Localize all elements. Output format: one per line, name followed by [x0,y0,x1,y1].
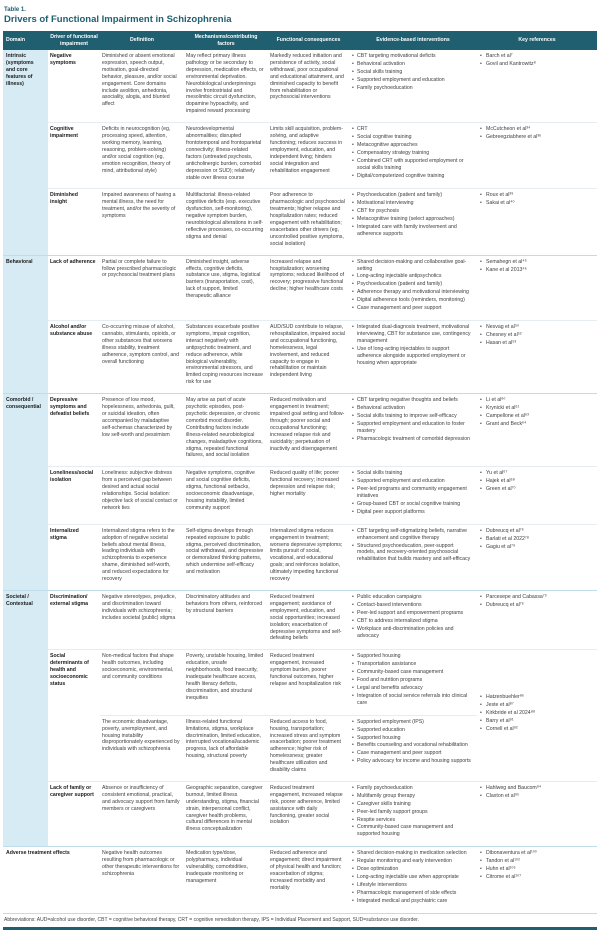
mechanisms-cell: Medication type/dose, polypharmacy, individual vulnerability, comorbidities, inadequate monitoring or management [184,847,268,913]
interventions-cell [349,255,477,320]
intervention-item: • Digital adherence tools (reminders, monitoring) [351,297,473,304]
interventions-cell [349,321,477,394]
references-cell [477,591,597,650]
definition-cell: Partial or complete failure to follow prescribed pharmacologic or psychosocial treatment plans [100,255,184,320]
intervention-item: • Integration of social service referrals into clinical care [351,693,473,707]
intervention-item: • Metacognitive approaches [351,142,473,149]
consequences-cell: Reduced treatment engagement; avoidance of employment, education, and social opportunities; increased isolation; exacerbation of depressive symptoms and self-defeating beliefs [268,591,349,650]
drivers-table [3,31,597,913]
table-row [3,650,597,715]
reference-item: • Dubreucq et al⁷⁶ [479,602,593,609]
intervention-item: • Adherence therapy and motivational interviewing [351,289,473,296]
references-cell [477,394,597,467]
domain-cell: Behavioral [3,255,48,394]
reference-item: • Dubreucq et al⁷⁶ [479,528,593,535]
intervention-item: • Food and nutrition programs [351,677,473,684]
intervention-item: • Supported employment and education [351,478,473,485]
mechanisms-cell: Diminished insight, adverse effects, cognitive deficits, substance use, stigma, logistical barriers (transportation, cost), lack of support, limited therapeutic alliance [184,255,268,320]
driver-cell: Lack of adherence [48,255,100,320]
consequences-cell: Reduced access to food, housing, transportation; increased stress and symptom exacerbation; poorer treatment adherence; higher risk of homelessness; greater healthcare utilization and disability claims [268,715,349,781]
references-list [479,785,593,800]
references-list [479,528,593,551]
intervention-item: • Integrated care with family involvement and adherence supports [351,224,473,238]
reference-item: • Hatzenbuehler⁸⁶ [479,694,593,701]
reference-item: • Green et al⁷⁰ [479,486,593,493]
intervention-item: • Supported housing [351,735,473,742]
driver-cell: Loneliness/social isolation [48,467,100,524]
reference-item: • Hajek et al⁶⁸ [479,478,593,485]
driver-cell: Social determinants of health and socioeconomic status [48,650,100,782]
intervention-item: • Long-acting injectable use when appropriate [351,874,473,881]
interventions-list [351,653,473,706]
intervention-item: • CBT targeting motivational deficits [351,53,473,60]
definition-cell: Internalized stigma refers to the adoption of negative societal beliefs about mental illness, leading individuals with schizophrenia to experience shame, diminished self-worth, and reduced expectations for recovery [100,524,184,590]
reference-item: • Krynicki et al⁶¹ [479,405,593,412]
mechanisms-cell: Poverty, unstable housing, limited education, unsafe neighborhoods, food insecurity, inadequate healthcare access, health literacy deficits, discrimination, and structural inequities [184,650,268,715]
intervention-item: • CBT to address internalized stigma [351,618,473,625]
intervention-item: • Integrated dual-diagnosis treatment, motivational interviewing, CBT for substance use, contingency management [351,324,473,345]
mechanisms-cell: Neurodevelopmental abnormalities; disrupted frontotemporal and frontoparietal connectivity; illness-related factors (untreated psychosis, anticholinergic burden, comorbid depression or SUD); relatively stable over illness course [184,123,268,189]
intervention-item: • Community-based case management and supported housing [351,824,473,838]
intervention-item: • Caregiver skills training [351,801,473,808]
reference-item: • Hahlweg and Baucom⁹⁴ [479,785,593,792]
intervention-item: • Case management and peer support [351,750,473,757]
references-list [479,126,593,141]
domain-cell: Adverse treatment effects [3,847,100,913]
references-cell [477,189,597,255]
intervention-item: • Benefits counseling and vocational rehabilitation [351,742,473,749]
intervention-item: • Lifestyle interventions [351,882,473,889]
table-bottom-divider [3,913,597,914]
mechanisms-cell: Negative symptoms, cognitive and social cognitive deficits, stigma, functional setbacks, socioeconomic disadvantage, housing instability, limited community support [184,467,268,524]
intervention-item: • CRT [351,126,473,133]
definition-cell: Loneliness: subjective distress from a perceived gap between desired and actual social relationships. Social isolation: objective lack of social contact or network ties [100,467,184,524]
reference-item: • Parcesepe and Cabassa⁷³ [479,594,593,601]
intervention-item: • Shared decision-making in medication selection [351,850,473,857]
intervention-item: • CBT targeting negative thoughts and beliefs [351,397,473,404]
table-row [3,321,597,394]
references-list [479,397,593,428]
intervention-item: • Community-based case management [351,669,473,676]
intervention-item: • Case management and peer support [351,305,473,312]
intervention-item: • Behavioral activation [351,61,473,68]
reference-item: • Nesvag et al⁵⁰ [479,324,593,331]
abbreviations-note: Abbreviations: AUD=alcohol use disorder, CBT = cognitive behavioral therapy, CRT = cognitive remediation therapy, IPS = Individual Placement and Support, SUD=substance use disorder. [4,916,419,923]
column-header-mechanisms: Mechanisms/contributing factors [184,31,268,50]
intervention-item: • Dose optimization [351,866,473,873]
references-cell [477,255,597,320]
table-row [3,847,597,913]
header-row [3,31,597,50]
intervention-item: • Policy advocacy for income and housing supports [351,758,473,765]
reference-item: • Campellone et al⁶³ [479,413,593,420]
intervention-item: • Peer-led programs and community engagement initiatives [351,486,473,500]
table-row [3,781,597,846]
mechanisms-cell: Multifactorial: illness-related cognitive deficits (esp. executive dysfunction, self-monitoring), negative symptom burden, neurobiological alterations in self-reflective processes, co-occurring stigma and denial [184,189,268,255]
references-cell [477,50,597,123]
interventions-list [351,528,473,564]
driver-cell: Depressive symptoms and defeatist beliefs [48,394,100,467]
table-label: Table 1. [4,7,26,13]
reference-item: • Cornell et al⁹² [479,726,593,733]
table-row [3,467,597,524]
definition-cell: Negative stereotypes, prejudice, and discrimination toward individuals with schizophrenia; includes societal (public) stigma [100,591,184,650]
intervention-item: • Digital peer support platforms [351,509,473,516]
intervention-item: • Shared decision-making and collaborative goal-setting [351,259,473,273]
mechanisms-cell: Self-stigma develops through repeated exposure to public stigma, perceived discrimination, social withdrawal, and depressive or demoralized thinking patterns, which undermine self-efficacy and motivation [184,524,268,590]
domain-cell: Societal / Contextual [3,591,48,847]
intervention-item: • Contact-based interventions [351,602,473,609]
reference-item: • Citrome et al¹⁰⁷ [479,874,593,881]
column-header-interventions: Evidence-based interventions [349,31,477,50]
references-cell [477,467,597,524]
reference-item: • Kane et al 2013⁴⁶ [479,267,593,274]
definition-cell: Co-occurring misuse of alcohol, cannabis, stimulants, opioids, or other substances that worsens illness stability, treatment adherence, symptom control, and overall functioning [100,321,184,394]
interventions-cell [349,467,477,524]
intervention-item: • Workplace anti-discrimination policies and advocacy [351,626,473,640]
intervention-item: • Supported employment and education to foster mastery [351,421,473,435]
mechanisms-cell: Geographic separation, caregiver burnout, limited illness understanding, stigma, financial strain, interpersonal conflict, caregiver health problems, cultural differences in mental illness conceptualization [184,781,268,846]
reference-item: • Dibonaventura et al¹⁰⁰ [479,850,593,857]
interventions-cell [349,715,477,781]
references-cell [477,321,597,394]
interventions-cell [349,524,477,590]
references-list [479,53,593,68]
intervention-item: • Social skills training to improve self-efficacy [351,413,473,420]
references-cell [477,123,597,189]
interventions-cell [349,394,477,467]
consequences-cell: Reduced motivation and engagement in treatment; impaired goal setting and follow-through; poorer social and occupational functioning; increased relapse risk and suicidality; perpetuation of inactivity and disengagement [268,394,349,467]
mechanisms-cell: May arise as part of acute psychotic episodes, post-psychotic depression, or chronic comorbid mood disorder. Contributing factors include illness-related neurobiological changes, maladaptive cognitions, stigma, repeated functional failures, and social isolation [184,394,268,467]
intervention-item: • Social skills training [351,470,473,477]
interventions-list [351,259,473,312]
driver-cell: Alcohol and/or substance abuse [48,321,100,394]
consequences-cell: Reduced quality of life; poorer functional recovery; increased depression and relapse risk; higher mortality [268,467,349,524]
intervention-item: • Metacognitive training (select approaches) [351,216,473,223]
domain-cell: Comorbid / consequential [3,394,48,591]
interventions-cell [349,591,477,650]
intervention-item: • Psychoeducation (patient and family) [351,281,473,288]
driver-cell: Cognitive impairment [48,123,100,189]
intervention-item: • Group-based CBT or social cognitive training [351,501,473,508]
table-header [3,31,597,50]
reference-item: • Chesney et al⁵² [479,332,593,339]
definition-cell: The economic disadvantage, poverty, unemployment, and housing instability disproportionately experienced by individuals with schizophrenia [100,715,184,781]
reference-item: • Barry et al⁹¹ [479,718,593,725]
table-row [3,123,597,189]
intervention-item: • Psychoeducation (patient and family) [351,192,473,199]
intervention-item: • Respite services [351,817,473,824]
mechanisms-cell: Substances exacerbate positive symptoms, impair cognition, interact negatively with antipsychotic treatment, and reduce adherence, while biological vulnerability, environmental stressors, and limited coping resources increase risk for use [184,321,268,394]
mechanisms-cell: Illness-related functional limitations, stigma, workplace discrimination, limited education, interrupted vocational/academic progress, lack of affordable housing, structural poverty [184,715,268,781]
intervention-item: • Legal and benefits advocacy [351,685,473,692]
references-list [479,694,593,733]
references-list [479,324,593,347]
interventions-list [351,397,473,442]
column-header-definition: Definition [100,31,184,50]
reference-item: • Semahegn et al⁴⁵ [479,259,593,266]
intervention-item: • Family psychoeducation [351,85,473,92]
reference-item: • McCutcheon et al³⁴ [479,126,593,133]
reference-item: • Jeste et al⁸⁷ [479,702,593,709]
reference-item: • Barch et al⁷ [479,53,593,60]
column-header-domain: Domain [3,31,48,50]
interventions-list [351,470,473,515]
table-body [3,50,597,913]
mechanisms-cell: May reflect primary illness pathology or be secondary to depression, medication effects, or environmental deprivation. Neurobiological underpinnings involve frontostriatal and mesolimbic circuit dysfunction, dopamine hypoactivity, and impaired reward processing [186,53,264,115]
intervention-item: • Family psychoeducation [351,785,473,792]
intervention-item: • Supported employment and education [351,77,473,84]
consequences-cell: Reduced treatment engagement, increased relapse risk, poorer adherence, limited assistance with daily functioning, greater social isolation [268,781,349,846]
driver-cell: Discrimination/ external stigma [48,591,100,650]
reference-item: • Grant and Beck⁶⁴ [479,421,593,428]
interventions-cell [349,189,477,255]
references-cell [477,847,597,913]
table-row [3,591,597,650]
definition-cell: Diminished or absent emotional expression, speech output, motivation, goal-directed behavior, pleasure, and/or social engagement. Core domains include avolition, anhedonia, asociality, alogia, and blunted affect [102,53,177,108]
column-header-driver: Driver of functional impairment [48,31,100,50]
interventions-cell [349,847,477,913]
reference-item: • Gebreegziabhere et al³⁶ [479,134,593,141]
consequences-cell: Limits skill acquisition, problem-solving, and adaptive functioning; reduces success in employment, education, and independent living; hinders social integration and rehabilitation engagement [268,123,349,189]
reference-item: • Govil and Kantrowitz⁸ [479,61,593,68]
definition-cell: Negative health outcomes resulting from pharmacologic or other therapeutic interventions for schizophrenia [100,847,184,913]
table-row [3,189,597,255]
definition-cell: Presence of low mood, hopelessness, anhedonia, guilt, or suicidal ideation, often accompanied by maladaptive self-schemas characterized by low self-worth and pessimism [100,394,184,467]
intervention-item: • Use of long-acting injectables to support adherence alongside supported employment or housing when appropriate [351,346,473,367]
interventions-list [351,719,473,765]
reference-item: • Gagiu et al⁷⁹ [479,544,593,551]
intervention-item: • Transportation assistance [351,661,473,668]
interventions-cell [349,650,477,715]
references-list [479,259,593,274]
reference-item: • Barlati et al 2022⁷⁸ [479,536,593,543]
consequences-cell: Internalized stigma reduces engagement in treatment; worsens depressive symptoms; limits pursuit of social, vocational, and educational goals; and reinforces isolation, ultimately impeding functional recovery [268,524,349,590]
intervention-item: • Supported housing [351,653,473,660]
intervention-item: • Compensatory strategy training [351,150,473,157]
intervention-item: • Long-acting injectable antipsychotics [351,273,473,280]
reference-item: • Sakai et al⁴⁰ [479,200,593,207]
interventions-list [351,324,473,366]
interventions-list [351,53,473,92]
references-cell [477,524,597,590]
driver-cell: Diminished insight [48,189,100,255]
definition-cell: Impaired awareness of having a mental illness, the need for treatment, and/or the severity of symptoms [100,189,184,255]
domain-cell: Intrinsic (symptoms and core features of illness) [3,50,48,255]
intervention-item: • Peer-led support and empowerment programs [351,610,473,617]
consequences-cell: Reduced adherence and engagement; direct impairment of physical health and function; exacerbation of stigma; increased morbidity and mortality [268,847,349,913]
interventions-list [351,192,473,237]
interventions-cell [349,123,477,189]
reference-item: • Kirkbride et al 2024⁸⁸ [479,710,593,717]
reference-item: • Li et al⁶⁰ [479,397,593,404]
reference-item: • Hasan et al⁵³ [479,340,593,347]
interventions-cell [349,781,477,846]
definition-cell: Deficits in neurocognition (eg, processing speed, attention, working memory, learning, reasoning, problem-solving) and/or social cognition (eg, emotion recognition, theory of mind, attributional style) [100,123,184,189]
intervention-item: • Structured psychoeducation, peer-support models, and recovery-oriented psychosocial rehabilitation that builds mastery and self-efficacy [351,543,473,564]
references-list [479,470,593,493]
intervention-item: • Digital/computerized cognitive training [351,173,473,180]
intervention-item: • Integrated medical and psychiatric care [351,898,473,905]
intervention-item: • CBT targeting self-stigmatizing beliefs, narrative enhancement and cognitive therapy [351,528,473,542]
intervention-item: • Social skills training [351,69,473,76]
intervention-item: • Pharmacologic management of side effects [351,890,473,897]
page-title: Drivers of Functional Impairment in Schizophrenia [4,14,232,25]
intervention-item: • Pharmacologic treatment of comorbid depression [351,436,473,443]
references-cell [477,650,597,782]
consequences-cell: AUD/SUD contribute to relapse, rehospitalization, impaired social and occupational functioning, homelessness, legal involvement, and reduced capacity to engage in rehabilitation or maintain independent living [268,321,349,394]
reference-item: • Roux et al³⁹ [479,192,593,199]
intervention-item: • Supported education [351,727,473,734]
interventions-list [351,126,473,179]
driver-cell: Internalized stigma [48,524,100,590]
intervention-item: • Public education campaigns [351,594,473,601]
reference-item: • Huhn et al¹⁰⁶ [479,866,593,873]
consequences-cell: Reduced treatment engagement, increased symptom burden, poorer functional outcomes, higher relapse and hospitalization risk [268,650,349,715]
consequences-cell: Poor adherence to pharmacologic and psychosocial treatments; higher relapse and hospitalization rates; reduced engagement with rehabilitation; exacerbates other drivers (eg, uncontrolled positive symptoms, social isolation) [268,189,349,255]
bottom-rule [3,927,597,930]
references-list [479,192,593,207]
column-header-consequences: Functional consequences [268,31,349,50]
column-header-references: Key references [477,31,597,50]
table-row [3,394,597,467]
definition-cell: Non-medical factors that shape health outcomes, including socioeconomic, environmental, and community conditions [100,650,184,715]
driver-cell: Negative symptoms [50,53,76,66]
intervention-item: • Supported employment (IPS) [351,719,473,726]
intervention-item: • Behavioral activation [351,405,473,412]
reference-item: • Claxton et al⁹⁵ [479,793,593,800]
intervention-item: • Peer-led family support groups [351,809,473,816]
consequences-cell: Markedly reduced initiation and persistence of activity, social withdrawal, poor occupational and educational attainment, and diminished capacity to benefit from rehabilitation or psychosocial interventions [270,53,344,101]
references-list [479,594,593,609]
intervention-item: • Social cognitive training [351,134,473,141]
intervention-item: • Combined CRT with supported employment or social skills training [351,158,473,172]
reference-item: • Tandon et al¹⁰² [479,858,593,865]
reference-item: • Yu et al⁶⁷ [479,470,593,477]
interventions-cell [349,50,477,123]
definition-cell: Absence or insufficiency of consistent emotional, practical, and advocacy support from family members or caregivers [100,781,184,846]
references-list [479,850,593,881]
intervention-item: • CBT for psychosis [351,208,473,215]
table-row [3,50,597,123]
mechanisms-cell: Discriminatory attitudes and behaviors from others, reinforced by structural barriers [184,591,268,650]
intervention-item: • Multifamily group therapy [351,793,473,800]
interventions-list [351,850,473,904]
driver-cell: Lack of family or caregiver support [48,781,100,846]
references-cell [477,781,597,846]
interventions-list [351,785,473,838]
intervention-item: • Regular monitoring and early intervention [351,858,473,865]
table-row [3,524,597,590]
intervention-item: • Motivational interviewing [351,200,473,207]
interventions-list [351,594,473,639]
consequences-cell: Increased relapse and hospitalization; worsening symptoms; reduced likelihood of recovery; progressive functional decline; higher healthcare costs [268,255,349,320]
table-row [3,255,597,320]
